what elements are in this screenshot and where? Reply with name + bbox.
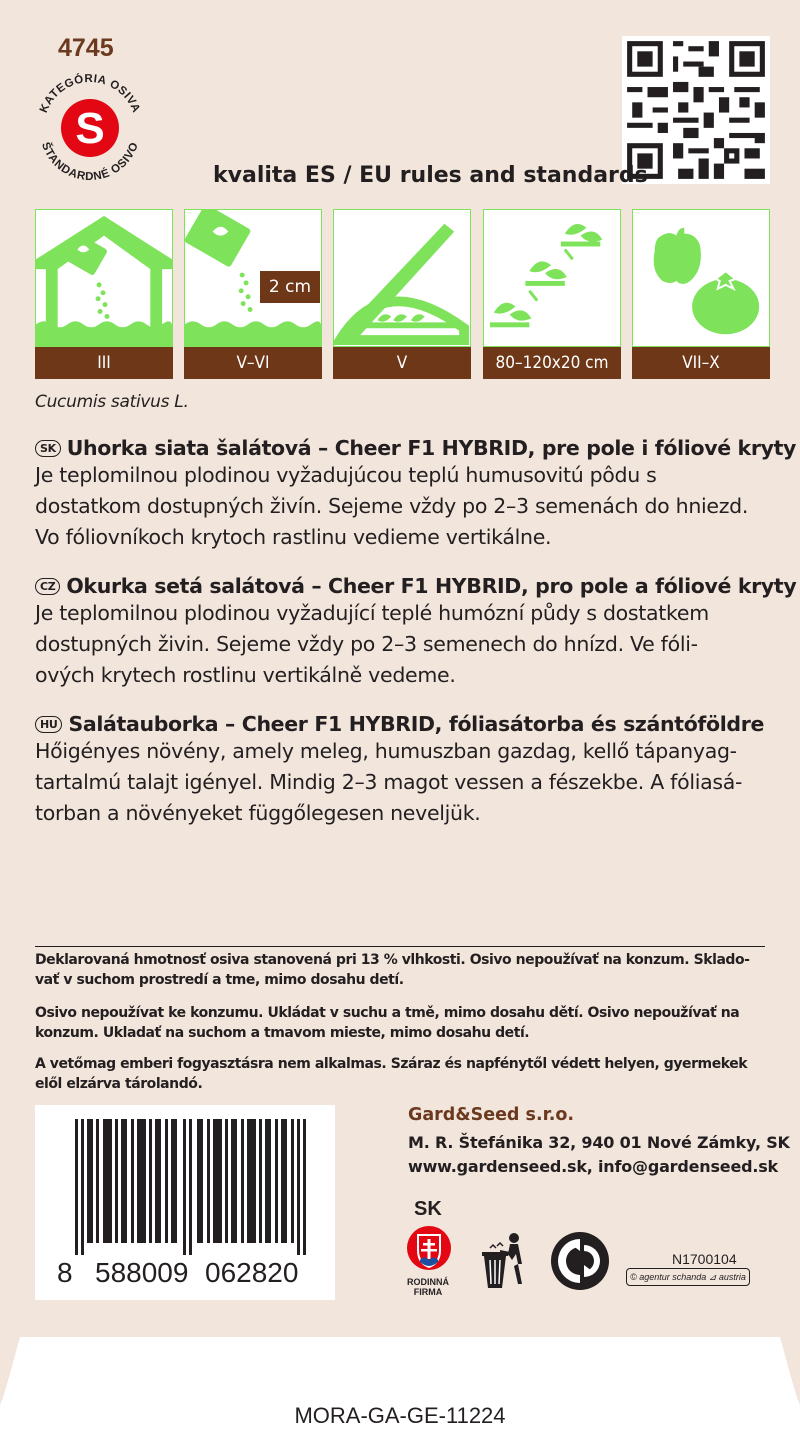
language-badge: CZ [35, 578, 60, 595]
harvest-vegetables-icon [632, 209, 770, 347]
sowing-depth-label: 2 cm [260, 271, 320, 303]
seal-bottom-text: ŠTANDARDNÉ OSIVO [38, 140, 142, 184]
company-contact[interactable]: www.gardenseed.sk, info@gardenseed.sk [408, 1157, 778, 1176]
section-heading: Salátauborka – Cheer F1 HYBRID, fóliasátorba és szántóföldre [68, 712, 765, 736]
green-dot-icon [550, 1231, 610, 1291]
language-badge: SK [35, 440, 61, 457]
icon-label: VII–X [632, 347, 770, 379]
print-code: MORA-GA-GE-11224 [294, 1403, 506, 1428]
plant-spacing-icon [483, 209, 621, 347]
agency-credit: © agentur schanda ⊿ austria [626, 1268, 750, 1286]
barcode-first-digit: 8 [57, 1257, 73, 1288]
note-line: A vetőmag emberi fogyasztásra nem alkalmas. Száraz és napfénytől védett helyen, gyermekek [35, 1056, 748, 1072]
section-heading: Uhorka siata šalátová – Cheer F1 HYBRID, pre pole i fóliové kryty [66, 436, 797, 460]
section-line: Je teplomilnou plodinou vyžadující teplé humózní půdy s dostatkem [35, 601, 709, 625]
section-line: torban a növényeket függőlegesen neveljük. [35, 801, 481, 825]
greenhouse-sowing-icon [35, 209, 173, 347]
section-line: dostatkom dostupných živín. Sejeme vždy po 2–3 semenách do hniezd. [35, 494, 749, 518]
icon-label: III [35, 347, 173, 379]
seal-letter: S [75, 104, 105, 153]
storage-note-sk [35, 950, 770, 990]
company-name: Gard&Seed s.r.o. [408, 1105, 575, 1125]
section-sk [35, 436, 797, 553]
seal-top-text: KATEGÓRIA OSIVA [37, 72, 143, 115]
foil-tunnel-icon [333, 209, 471, 347]
barcode-bars [55, 1119, 327, 1255]
icon-tile-spacing [483, 209, 621, 379]
bottom-flap [0, 1337, 800, 1449]
barcode-right-group: 062820 [205, 1257, 299, 1288]
note-line: Osivo nepoužívat ke konzumu. Ukládat v suchu a tmě, mimo dosahu dětí. Osivo nepoužívať na [35, 1005, 740, 1021]
note-line: vať v suchom prostredí a tme, mimo dosahu detí. [35, 972, 404, 988]
divider [35, 946, 765, 947]
section-heading: Okurka setá salátová – Cheer F1 HYBRID, pro pole a fóliové kryty [66, 574, 797, 598]
section-hu [35, 712, 775, 829]
section-cz [35, 574, 797, 691]
section-line: Hőigényes növény, amely meleg, humuszban gazdag, kellő tápanyag- [35, 739, 737, 763]
seed-category-seal [30, 68, 150, 188]
dispose-in-bin-icon [478, 1230, 528, 1292]
slovak-emblem-icon [405, 1224, 453, 1274]
icon-tile-harvest [632, 209, 770, 379]
note-line: konzum. Ukladať na suchom a tmavom mieste, mimo dosahu detí. [35, 1025, 530, 1041]
language-badge: HU [35, 716, 62, 733]
registration-code: N1700104 [672, 1251, 737, 1267]
family-badge-line: RODINNÁ [407, 1277, 449, 1287]
country-label: SK [414, 1198, 442, 1220]
latin-name: Cucumis sativus L. [35, 392, 189, 412]
icon-tile-outdoor [184, 209, 322, 379]
section-line: ových krytech rostlinu vertikálně vedeme. [35, 663, 456, 687]
note-line: elől elzárva tárolandó. [35, 1076, 203, 1092]
product-code: 4745 [58, 34, 114, 62]
section-line: tartalmú talajt igényel. Mindig 2–3 magot vessen a fészekbe. A fóliasá- [35, 770, 743, 794]
barcode [35, 1105, 335, 1300]
icon-label: V–VI [184, 347, 322, 379]
qr-code[interactable] [622, 36, 770, 184]
section-line: dostupných živin. Sejeme vždy po 2–3 semenech do hnízd. Ve fóli- [35, 632, 698, 656]
company-address: M. R. Štefánika 32, 940 01 Nové Zámky, SK [408, 1133, 790, 1152]
storage-note-cz [35, 1003, 770, 1043]
quality-standard: kvalita ES / EU rules and standards [213, 163, 648, 188]
family-business-badge [402, 1277, 454, 1297]
barcode-left-group: 588009 [95, 1257, 189, 1288]
section-line: Je teplomilnou plodinou vyžadujúcou teplú humusovitú pôdu s [35, 463, 657, 487]
storage-note-hu [35, 1054, 770, 1094]
note-line: Deklarovaná hmotnosť osiva stanovená pri 13 % vlhkosti. Osivo nepoužívať na konzum. Sklado- [35, 952, 750, 968]
icon-tile-tunnel [333, 209, 471, 379]
family-badge-line: FIRMA [413, 1287, 443, 1297]
icon-tile-greenhouse [35, 209, 173, 379]
icon-label: V [333, 347, 471, 379]
icon-label: 80–120x20 cm [483, 347, 621, 379]
section-line: Vo fóliovníkoch krytoch rastlinu vedieme vertikálne. [35, 525, 552, 549]
